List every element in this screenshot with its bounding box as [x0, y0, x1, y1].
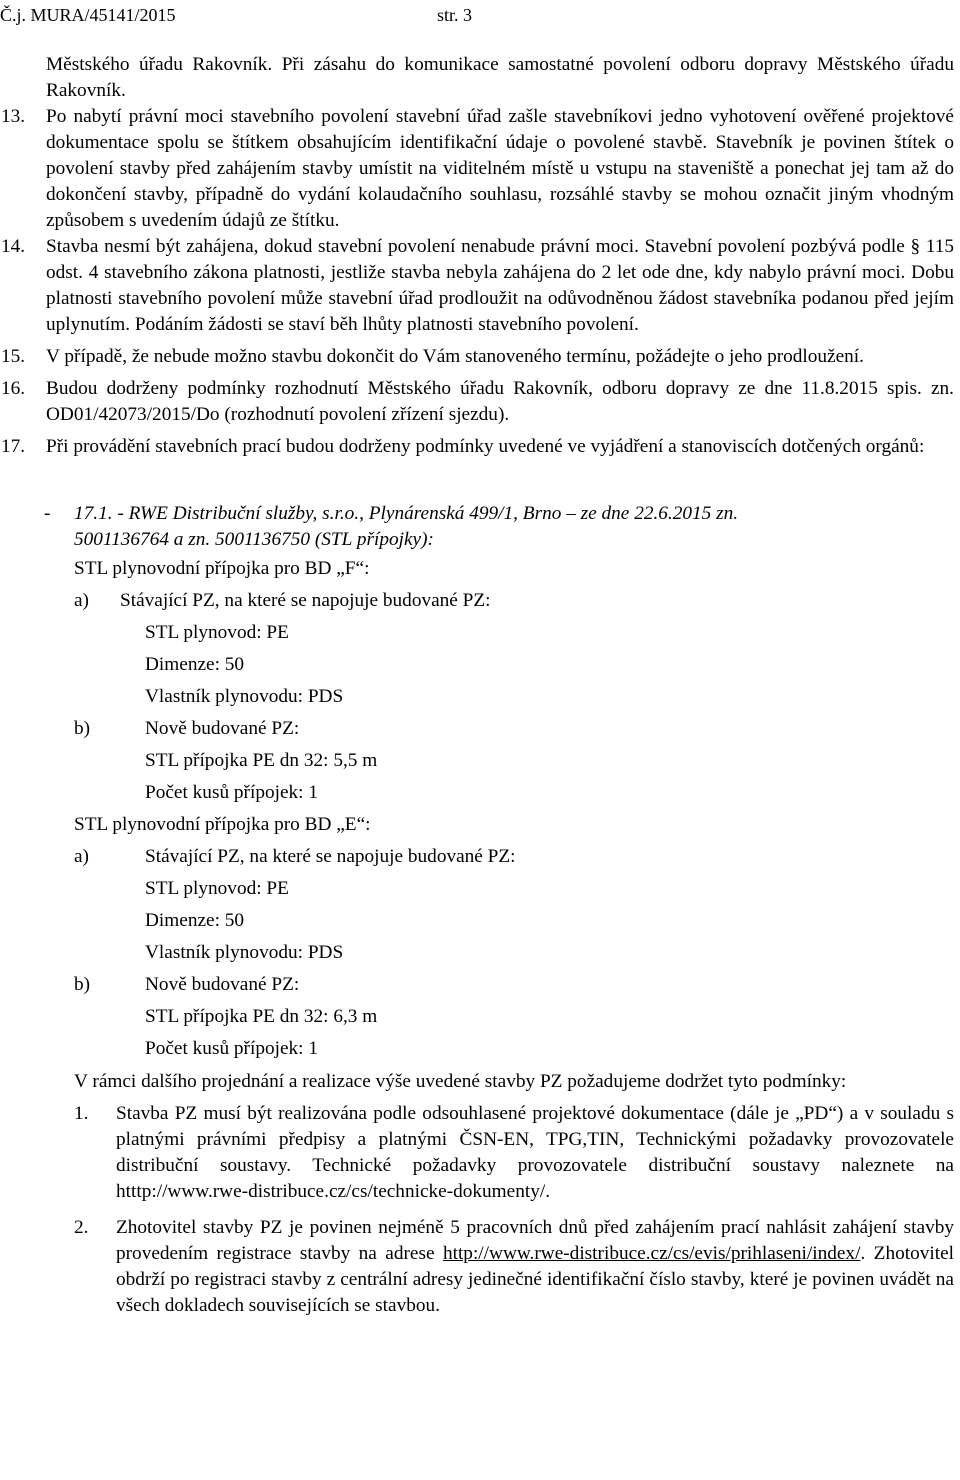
document-body — [0, 52, 954, 1319]
bd-f-title: STL plynovodní přípojka pro BD „F“: — [74, 558, 370, 579]
subitem-line: 5001136764 a zn. 5001136750 (STL přípojky): — [74, 529, 434, 550]
subitem-dash: - — [44, 503, 51, 524]
item-number: 17. — [1, 436, 26, 457]
reference-number: Č.j. MURA/45141/2015 — [0, 5, 176, 25]
requirement-item: 2. Zhotovitel stavby PZ je povinen nejméně 5 pracovních dnů před zahájením prací nahlásit zahájení stavby provedením registrace stavby na adrese http://www.rwe-distribuce.cz/cs/evis/prihlaseni/index/. Zhotovitel obdrží po registraci stavby z centrální adresy jedinečné identifikační číslo stavby, které je povinen uvádět na všech dokladech souvisejících se stavbou. — [74, 1217, 955, 1316]
item-text: Při provádění stavebních prací budou dodrženy podmínky uvedené ve vyjádření a stanoviscích dotčených orgánů: — [46, 436, 925, 457]
item-number: 16. — [1, 378, 26, 399]
intro-paragraph: Městského úřadu Rakovník. Při zásahu do komunikace samostatné povolení odboru dopravy Městského úřadu Rakovník. — [46, 54, 954, 101]
subitem — [0, 501, 954, 553]
bd-f-section: STL plynovodní přípojka pro BD „F“: a) Stávající PZ, na které se napojuje budované PZ: STL plynovod: PE Dimenze: 50 Vlastník plynovodu: PDS b) Nově budované PZ: STL přípojka PE dn 32: 5,5 m Počet kusů přípojek: 1 — [0, 553, 954, 809]
page-number: str. 3 — [437, 5, 473, 25]
list-item — [0, 376, 954, 428]
item-text: Budou dodrženy podmínky rozhodnutí Městského úřadu Rakovník, odboru dopravy ze dne 11.8.2015 spis. zn. OD01/42073/2015/Do (rozhodnutí povolení zřízení sjezdu). — [46, 378, 954, 425]
bd-e-section: STL plynovodní přípojka pro BD „E“: a) Stávající PZ, na které se napojuje budované PZ: STL plynovod: PE Dimenze: 50 Vlastník plynovodu: PDS b) Nově budované PZ: STL přípojka PE dn 32: 6,3 m Počet kusů přípojek: 1 — [0, 809, 954, 1065]
requirements-intro: V rámci dalšího projednání a realizace výše uvedené stavby PZ požadujeme dodržet tyto podmínky: — [74, 1071, 847, 1092]
list-item — [0, 104, 954, 234]
bd-e-title: STL plynovodní přípojka pro BD „E“: — [74, 814, 371, 835]
registration-link[interactable]: http://www.rwe-distribuce.cz/cs/evis/prihlaseni/index/ — [442, 1243, 861, 1264]
subitem-line: 17.1. - RWE Distribuční služby, s.r.o., Plynárenská 499/1, Brno – ze dne 22.6.2015 zn. — [74, 503, 739, 524]
item-text: V případě, že nebude možno stavbu dokončit do Vám stanoveného termínu, požádejte o jeho prodloužení. — [46, 346, 864, 367]
bd-e-a: a) Stávající PZ, na které se napojuje budované PZ: — [74, 846, 516, 867]
requirement-item: 1. Stavba PZ musí být realizována podle odsouhlasené projektové dokumentace (dále je „PD“) a v souladu s platnými právními předpisy a platnými ČSN-EN, TPG,TIN, Technickými požadavky provozovatele distribuční soustavy. Technické požadavky provozovatele distribuční soustavy naleznete na htttp://www.rwe-distribuce.cz/cs/technicke-dokumenty/. — [74, 1103, 954, 1202]
bd-f-a: a) Stávající PZ, na které se napojuje budované PZ: — [74, 590, 491, 611]
list-item — [0, 234, 954, 338]
item-number: 13. — [1, 106, 26, 127]
item-number: 14. — [1, 236, 26, 257]
list-item — [0, 434, 954, 460]
item-number: 15. — [1, 346, 26, 367]
bd-f-b: b) Nově budované PZ: — [74, 718, 300, 739]
list-item — [0, 344, 954, 370]
bd-e-b: b) Nově budované PZ: — [74, 974, 300, 995]
item-text: Stavba nesmí být zahájena, dokud stavební povolení nenabude právní moci. Stavební povolení pozbývá podle § 115 odst. 4 stavebního zákona platnosti, jestliže stavba nebyla zahájena do 2 let ode dne, kdy nabylo právní moci. Dobu platnosti stavebního povolení může stavební úřad prodloužit na odůvodněnou žádost stavebníka podanou před jejím uplynutím. Podáním žádosti se staví běh lhůty platnosti stavebního povolení. — [46, 236, 954, 335]
item-text: Po nabytí právní moci stavebního povolení stavební úřad zašle stavebníkovi jedno vyhotovení ověřené projektové dokumentace spolu se štítkem obsahujícím identifikační údaje o povolené stavbě. Stavebník je povinen štítek o povolení stavby před zahájením stavby umístit na viditelném místě u vstupu na staveniště a ponechat jej tam až do dokončení stavby, případně do vydání kolaudačního souhlasu, rozsáhlé stavby se mohou označit jiným vhodným způsobem s uvedením údajů ze štítku. — [46, 106, 954, 231]
